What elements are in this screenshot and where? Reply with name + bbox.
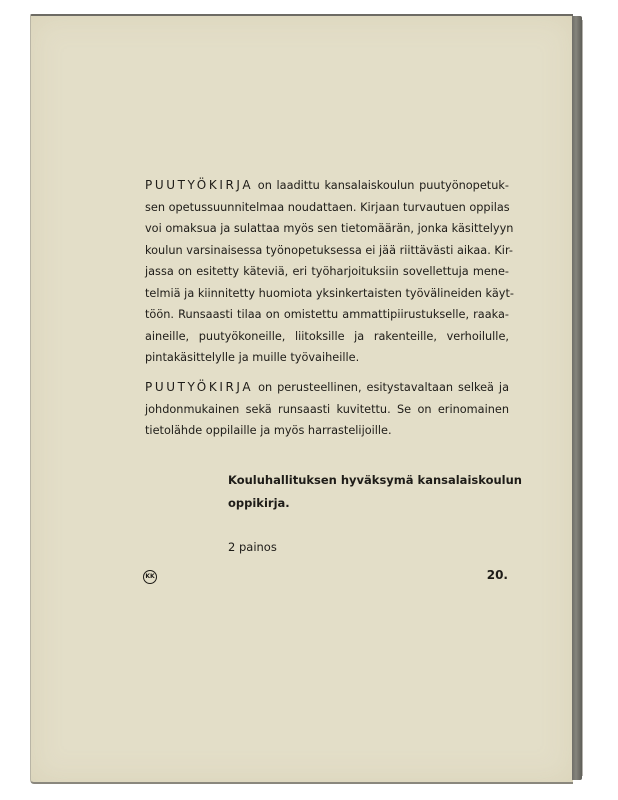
paragraph-line: töön. Runsaasti tilaa on omistettu ammattipiirustukselle, raaka- [145,308,509,321]
approval-statement [228,469,522,515]
paragraph-line: aineille, puutyökoneille, liitoksille ja rakenteille, verhoilulle, [145,329,509,343]
line-text: on perusteellinen, esitystavaltaan selkeä ja [258,381,509,394]
publisher-logo-icon: KK [143,570,157,584]
paragraph-line: pintakäsittelylle ja muille työvaiheille. [145,351,360,364]
paragraph-line: johdonmukainen sekä runsaasti kuvitettu. Se on erinomainen [145,402,509,416]
paragraph-line: tietolähde oppilaille ja myös harrastelijoille. [145,424,392,437]
spine-edge [582,20,583,776]
price-label: 20. [486,568,508,582]
edition-label: 2 painos [228,540,277,554]
paragraph-line [145,377,509,399]
approval-line: oppikirja. [228,496,290,510]
book-spine [572,16,582,780]
description-paragraph-1 [145,175,514,369]
paragraph-line [145,175,509,197]
book-title: PUUTYÖKIRJA [145,178,254,192]
paragraph-line: koulun varsinaisessa työnopetuksessa ei jää riittävästi aikaa. Kir- [145,243,513,257]
book-title: PUUTYÖKIRJA [145,380,254,394]
approval-line: Kouluhallituksen hyväksymä kansalaiskoulun [228,473,522,487]
paragraph-line: sen opetussuunnitelmaa noudattaen. Kirjaan turvautuen oppilas [145,200,510,214]
paragraph-line: voi omaksua ja sulattaa myös sen tietomäärän, jonka käsittelyyn [145,222,514,235]
line-text: on laadittu kansalaiskoulun puutyönopetuk- [257,179,510,192]
paragraph-line: jassa on esitetty käteviä, eri työharjoituksiin sovellettuja mene- [145,265,509,278]
description-paragraph-2 [145,377,509,442]
paragraph-line: telmiä ja kiinnitetty huomiota yksinkertaisten työvälineiden käyt- [145,286,514,300]
